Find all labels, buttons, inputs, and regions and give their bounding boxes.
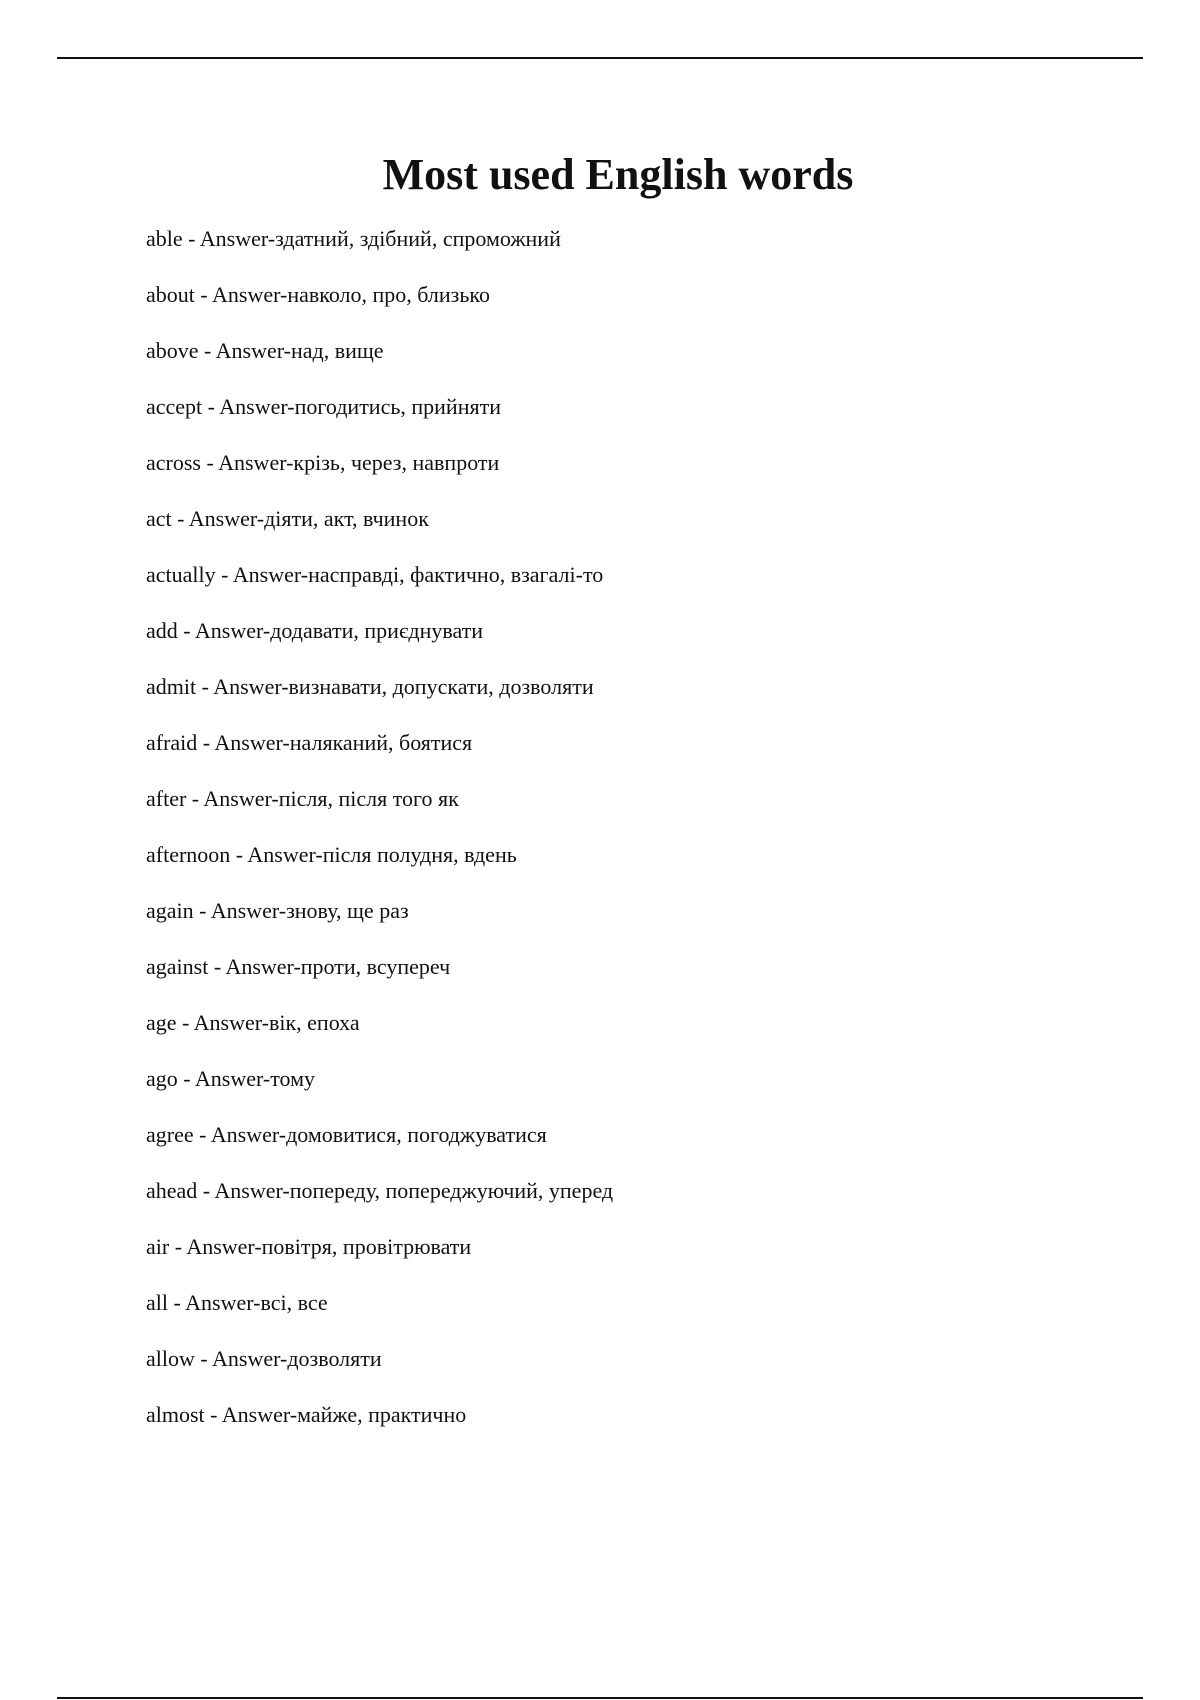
entry-answer: Answer-тому [194,1066,316,1091]
entry-word: add [146,618,178,643]
list-item [146,1066,1146,1122]
entry-word: ahead [146,1178,198,1203]
entry-answer: Answer-наляканий, боятися [214,730,473,755]
entry-separator: - [208,954,226,979]
page-title: Most used English words [382,150,854,199]
list-item [146,954,1146,1010]
entry-word: admit [146,674,197,699]
top-divider [57,57,1143,59]
list-item [146,1122,1146,1178]
entry-word: after [146,786,187,811]
list-item [146,1402,1146,1458]
entry-separator: - [186,786,204,811]
entry-separator: - [202,394,220,419]
entry-separator: - [177,1066,195,1091]
entry-word: accept [146,394,203,419]
entry-separator: - [197,1178,215,1203]
entry-separator: - [215,562,233,587]
entry-word: across [146,450,201,475]
entry-answer: Answer-після полудня, вдень [247,842,517,867]
entry-word: again [146,898,194,923]
list-item [146,394,1146,450]
entry-separator: - [176,1010,194,1035]
bottom-divider [57,1697,1143,1699]
entry-word: able [146,226,183,251]
entry-separator: - [182,226,200,251]
list-item [146,1234,1146,1290]
entry-separator: - [204,1402,222,1427]
entry-answer: Answer-дозволяти [212,1346,382,1371]
entry-word: actually [146,562,216,587]
entry-answer: Answer-майже, практично [221,1402,467,1427]
entry-answer: Answer-визнавати, допускати, дозволяти [213,674,594,699]
entry-separator: - [194,282,213,307]
entry-word: all [146,1290,168,1315]
entry-answer: Answer-знову, ще раз [210,898,409,923]
entry-separator: - [194,1346,213,1371]
entry-answer: Answer-проти, всупереч [225,954,451,979]
list-item [146,1346,1146,1402]
entry-answer: Answer-над, вище [215,338,384,363]
list-item [146,282,1146,338]
entry-answer: Answer-попереду, попереджуючий, уперед [214,1178,614,1203]
entry-answer: Answer-додавати, приєднувати [194,618,484,643]
entry-answer: Answer-навколо, про, близько [212,282,490,307]
entry-separator: - [230,842,248,867]
entry-word: age [146,1010,177,1035]
list-item [146,786,1146,842]
entry-word: about [146,282,195,307]
entry-separator: - [197,730,215,755]
entry-separator: - [193,898,211,923]
entry-answer: Answer-погодитись, прийняти [219,394,501,419]
entry-word: above [146,338,199,363]
list-item [146,506,1146,562]
list-item [146,338,1146,394]
list-item [146,1178,1146,1234]
entry-answer: Answer-крізь, через, навпроти [218,450,500,475]
entry-word: ago [146,1066,178,1091]
entry-answer: Answer-повітря, провітрювати [186,1234,472,1259]
entry-word: allow [146,1346,195,1371]
entry-separator: - [200,450,219,475]
list-item [146,730,1146,786]
list-item [146,674,1146,730]
list-item [146,898,1146,954]
entry-separator: - [169,1234,187,1259]
entry-separator: - [168,1290,186,1315]
entry-answer: Answer-всі, все [185,1290,328,1315]
entry-word: against [146,954,209,979]
list-item [146,842,1146,898]
list-item [146,1010,1146,1066]
list-item [146,226,1146,282]
list-item [146,450,1146,506]
entry-word: act [146,506,172,531]
entry-separator: - [177,618,195,643]
list-item [146,562,1146,618]
entry-answer: Answer-домовитися, погоджуватися [210,1122,547,1147]
entry-answer: Answer-здатний, здібний, спроможний [199,226,561,251]
entry-word: air [146,1234,170,1259]
entry-answer: Answer-після, після того як [203,786,459,811]
entry-separator: - [171,506,189,531]
entry-separator: - [198,338,216,363]
entry-word: afraid [146,730,198,755]
entry-answer: Answer-діяти, акт, вчинок [188,506,429,531]
entry-word: agree [146,1122,194,1147]
entry-answer: Answer-насправді, фактично, взагалі-то [232,562,604,587]
entry-answer: Answer-вік, епоха [193,1010,360,1035]
list-item [146,1290,1146,1346]
entry-separator: - [196,674,214,699]
entry-word: almost [146,1402,205,1427]
entry-word: afternoon [146,842,231,867]
word-list [146,226,1146,1458]
entry-separator: - [193,1122,211,1147]
list-item [146,618,1146,674]
